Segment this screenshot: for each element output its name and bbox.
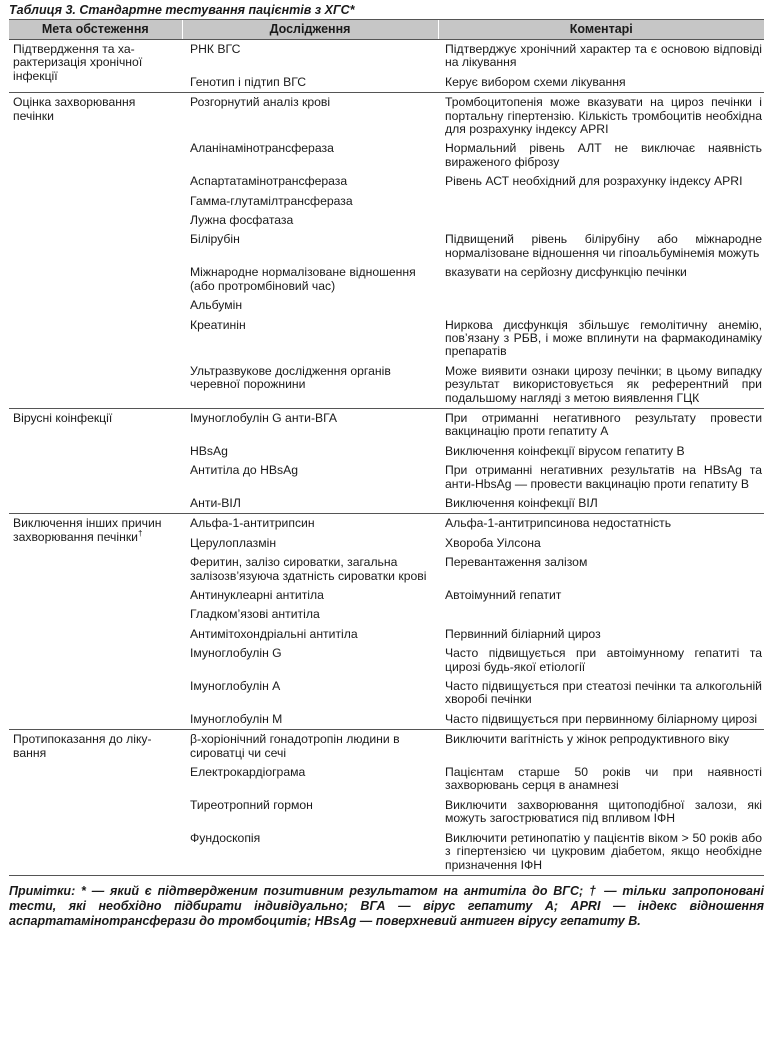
comment-cell: Виключити ретинопатію у пацієнтів віком > 50 років або з гіпертензією чи цукровим діабетом, якщо необхідне призначення ІФН	[445, 830, 762, 872]
test-cell: Імуноглобулін G	[190, 646, 282, 661]
table-row	[9, 730, 764, 764]
comment-cell: Ниркова дисфункція збільшує гемолітичну анемію, пов’язану з РБВ, і може вплинути на фармакодинаміку препаратів	[445, 317, 762, 359]
test-cell: Антитіла до HBsAg	[190, 463, 299, 478]
comment-cell	[438, 606, 764, 625]
comment-cell	[438, 193, 764, 212]
comment-cell: Автоімунний гепатит	[445, 588, 562, 602]
table-header	[9, 20, 764, 40]
comment-cell: Виключення коінфекції ВІЛ	[445, 495, 598, 510]
header-test: Дослідження	[182, 20, 438, 40]
test-cell: Тиреотропний гормон	[190, 797, 313, 812]
comment-cell: Нормальний рівень АЛТ не виключає наявність вираженого фіброзу	[445, 141, 762, 169]
header-goal: Мета обстеження	[9, 20, 182, 40]
table-group	[9, 408, 764, 513]
table-notes: Примітки: * — який є підтвердженим позитивним результатом на антитіла до ВГС; † — тільки запропоновані тести, які необхідно підбирати індивідуально; ВГА — вірус гепатиту А; APRI — індекс відношення аспартатамінотрансферази до тромбоцитів; HBsAg — поверхневий антиген вірусу гепатиту В.	[9, 883, 764, 928]
goal-text: Підтвердження та характеризація хронічної інфекції	[13, 42, 143, 83]
table-row	[9, 93, 764, 141]
goal-cell	[9, 40, 182, 93]
test-cell: Аланінамінотрансфераза	[190, 141, 334, 156]
test-cell: Ультразвукове дослідження органів черевної порожнини	[190, 363, 391, 392]
goal-text: Оцінка захворювання печінки	[13, 95, 136, 123]
test-cell: Альфа-1-антитрипсин	[190, 516, 315, 531]
test-cell: РНК ВГС	[190, 42, 241, 56]
comment-cell	[438, 212, 764, 231]
comment-cell: Виключити вагітність у жінок репродуктивного віку	[445, 732, 730, 747]
test-cell: Імуноглобулін А	[190, 679, 281, 694]
test-cell: Імуноглобулін G анти-ВГА	[190, 410, 338, 425]
tests-table	[9, 19, 764, 876]
comment-cell: Часто підвищується при автоімунному гепатиті та цирозі будь-якої етіології	[445, 646, 762, 674]
test-cell: Феритин, залізо сироватки, загальна залізозв’язуюча здатність сироватки крові	[190, 555, 427, 583]
test-cell: Анти-ВІЛ	[190, 495, 241, 510]
test-cell: Міжнародне нормалізоване відношення (або протромбіновий час)	[190, 265, 416, 293]
comment-cell: Підтверджує хронічний характер та є основою відповіді на лікування	[445, 42, 762, 70]
goal-text: Виключення інших причин захворювання печінки	[13, 516, 162, 544]
table-title: Таблиця 3. Стандартне тестування пацієнтів з ХГС*	[9, 3, 355, 17]
test-cell: Креатинін	[190, 317, 246, 332]
goal-cell	[9, 514, 182, 730]
goal-text: Протипоказання до лікування	[13, 732, 152, 760]
goal-cell	[9, 93, 182, 409]
comment-cell: Керує вибором схеми лікування	[445, 74, 626, 89]
test-cell: Білірубін	[190, 232, 240, 247]
comment-cell: Виключити захворювання щитоподібної залози, які можуть загострюватися під впливом ІФН	[445, 797, 762, 826]
document-page	[9, 0, 764, 929]
test-cell: Розгорнутий аналіз крові	[190, 95, 331, 110]
comment-cell: Альфа-1-антитрипсинова недостатність	[445, 516, 672, 531]
header-comment: Коментарі	[438, 20, 764, 40]
comment-cell: При отриманні негативного результату провести вакцинацію проти гепатиту А	[445, 410, 762, 439]
test-cell: Альбумін	[190, 298, 243, 313]
comment-cell: Перевантаження залізом	[445, 555, 588, 570]
test-cell: HBsAg	[190, 443, 228, 458]
table-row	[9, 514, 764, 535]
table-group	[9, 40, 764, 93]
comment-cell: вказувати на серйозну дисфункцію печінки	[445, 265, 687, 280]
test-cell: Електрокардіограма	[190, 765, 306, 780]
test-cell: Аспартатамінотрансфераза	[190, 174, 348, 189]
table-group	[9, 93, 764, 409]
comment-cell: Тромбоцитопенія може вказувати на цироз печінки і портальну гіпертензію. Кількість тромбоцитів необхідна для розрахунку індексу APRI	[445, 95, 762, 137]
goal-footnote-mark: †	[137, 528, 143, 538]
test-cell: β-хоріонічний гонадотропін людини в сироватці чи сечі	[190, 732, 400, 760]
test-cell: Гамма-глутамілтрансфераза	[190, 193, 353, 208]
test-cell: Лужна фосфатаза	[190, 213, 294, 228]
test-cell: Імуноглобулін М	[190, 711, 283, 726]
comment-cell: Рівень АСТ необхідний для розрахунку індексу APRI	[445, 174, 743, 189]
comment-cell: Виключення коінфекції вірусом гепатиту В	[445, 443, 685, 458]
comment-cell: Хвороба Уілсона	[445, 535, 541, 550]
test-cell: Антимітохондріальні антитіла	[190, 626, 358, 641]
comment-cell: Підвищений рівень білірубіну або міжнародне нормалізоване відношення чи гіпоальбумінемія можуть	[445, 232, 762, 260]
comment-cell: Часто підвищується при первинному біліарному цирозі	[445, 711, 758, 726]
table-row	[9, 40, 764, 74]
comment-cell: Часто підвищується при стеатозі печінки та алкогольній хворобі печінки	[445, 679, 762, 707]
comment-cell: Пацієнтам старше 50 років чи при наявності захворювань серця в анамнезі	[445, 765, 762, 793]
test-cell: Антинуклеарні антитіла	[190, 588, 324, 602]
test-cell: Церулоплазмін	[190, 535, 277, 550]
goal-text: Вірусні коінфекції	[13, 410, 113, 425]
comment-cell	[438, 297, 764, 316]
table-row	[9, 408, 764, 442]
comment-cell: Первинний біліарний цироз	[445, 626, 601, 641]
test-cell: Фундоскопія	[190, 830, 261, 845]
goal-cell	[9, 730, 182, 876]
comment-cell: При отриманні негативних результатів на HBsAg та анти-HbsAg — провести вакцинацію проти гепатиту В	[445, 463, 762, 491]
table-group	[9, 730, 764, 876]
test-cell: Гладком’язові антитіла	[190, 607, 320, 622]
goal-cell	[9, 408, 182, 513]
table-group	[9, 514, 764, 730]
test-cell: Генотип і підтип ВГС	[190, 74, 307, 89]
comment-cell: Може виявити ознаки цирозу печінки; в цьому випадку результат використовується як референтний при подальшому нагляді з метою виявлення ГЦК	[445, 363, 762, 405]
